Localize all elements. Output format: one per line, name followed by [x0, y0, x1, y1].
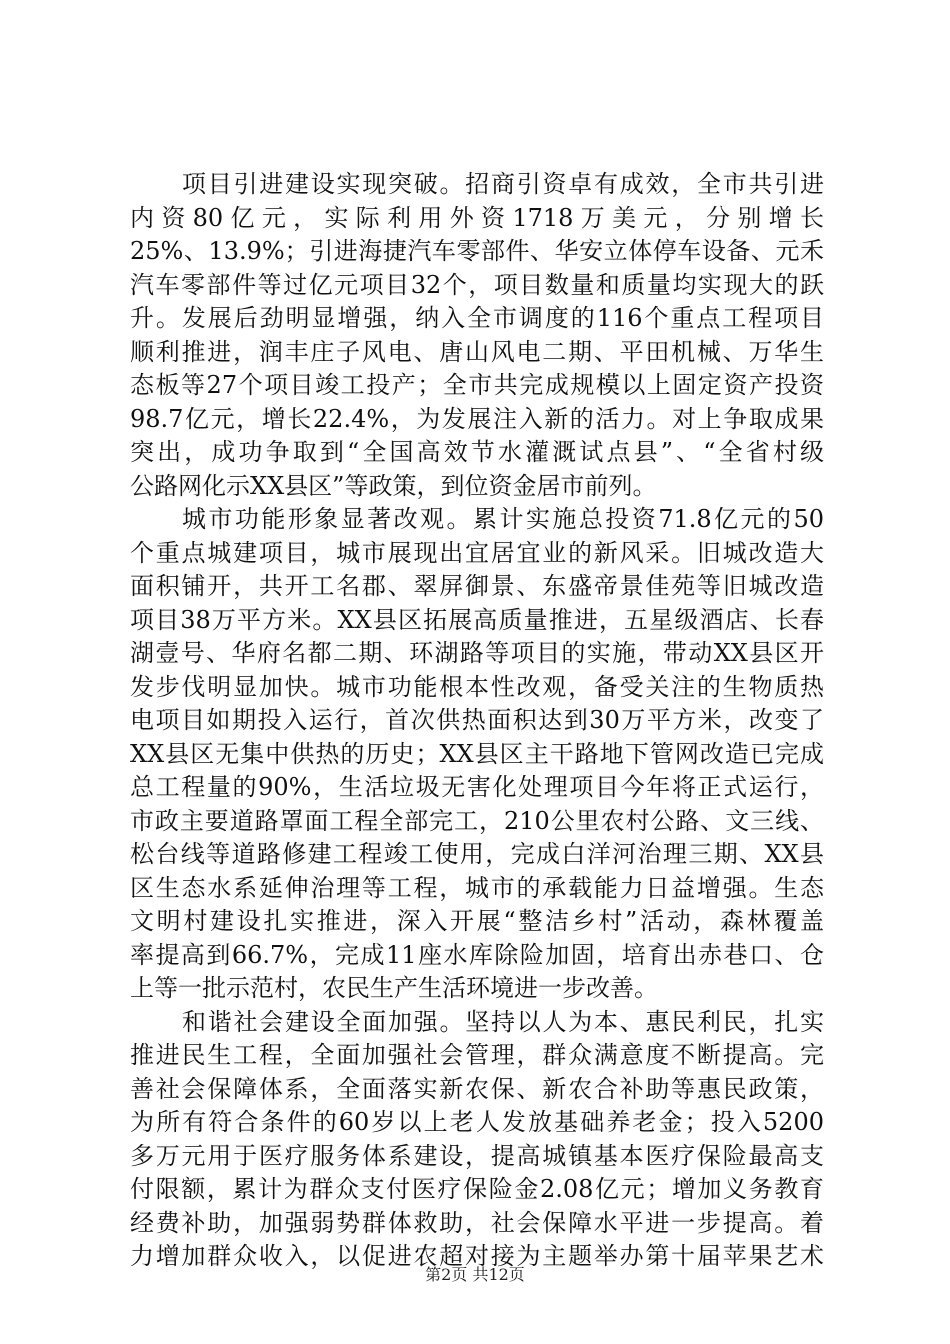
text-line: 城市功能形象显著改观。累计实施总投资71.8亿元的50	[182, 505, 824, 533]
text-line: XX县区无集中供热的历史；XX县区主干路地下管网改造已完成	[130, 739, 824, 768]
text-line: 汽车零部件等过亿元项目32个，项目数量和质量均实现大的跃	[130, 270, 824, 299]
text-line: 98.7亿元，增长22.4%，为发展注入新的活力。对上争取成果	[130, 404, 824, 433]
text-line: 项目引进建设实现突破。招商引资卓有成效，全市共引进	[182, 170, 824, 198]
text-line: 公路网化示XX县区”等政策，到位资金居市前列。	[130, 471, 657, 500]
body-text	[130, 168, 824, 1274]
text-line: 力增加群众收入，以促进农超对接为主题举办第十届苹果艺术	[130, 1242, 824, 1270]
text-line: 25%、13.9%；引进海捷汽车零部件、华安立体停车设备、元禾	[130, 237, 824, 265]
text-line: 面积铺开，共开工名郡、翠屏御景、东盛帝景佳苑等旧城改造	[130, 572, 824, 600]
text-line: 个重点城建项目，城市展现出宜居宜业的新风采。旧城改造大	[130, 538, 824, 567]
text-line: 付限额，累计为群众支付医疗保险金2.08亿元；增加义务教育	[130, 1175, 824, 1203]
text-line: 多万元用于医疗服务体系建设，提高城镇基本医疗保险最高支	[130, 1141, 824, 1170]
text-line: 顺利推进，润丰庄子风电、唐山风电二期、平田机械、万华生	[130, 337, 824, 366]
text-line: 电项目如期投入运行，首次供热面积达到30万平方米，改变了	[130, 706, 824, 734]
text-line: 为所有符合条件的60岁以上老人发放基础养老金；投入5200	[130, 1108, 824, 1136]
text-line: 经费补助，加强弱势群体救助，社会保障水平进一步提高。着	[130, 1208, 824, 1237]
page-footer: 第2页 共12页	[425, 1265, 525, 1284]
text-line: 项目38万平方米。XX县区拓展高质量推进，五星级酒店、长春	[130, 605, 824, 634]
text-line: 态板等27个项目竣工投产；全市共完成规模以上固定资产投资	[130, 371, 824, 399]
text-line: 上等一批示范村，农民生产生活环境进一步改善。	[130, 974, 658, 1002]
text-line: 推进民生工程，全面加强社会管理，群众满意度不断提高。完	[130, 1041, 824, 1069]
text-line: 松台线等道路修建工程竣工使用，完成白洋河治理三期、XX县	[130, 840, 824, 868]
text-line: 升。发展后劲明显增强，纳入全市调度的116个重点工程项目	[130, 304, 824, 332]
text-line: 湖壹号、华府名都二期、环湖路等项目的实施，带动XX县区开	[130, 639, 824, 667]
text-line: 善社会保障体系，全面落实新农保、新农合补助等惠民政策，	[130, 1074, 824, 1103]
text-line: 文明村建设扎实推进，深入开展“整洁乡村”活动，森林覆盖	[130, 907, 824, 935]
text-line: 总工程量的90%，生活垃圾无害化处理项目今年将正式运行，	[130, 773, 824, 801]
text-line: 率提高到66.7%，完成11座水库除险加固，培育出赤巷口、仓	[130, 940, 824, 969]
text-line: 和谐社会建设全面加强。坚持以人为本、惠民利民，扎实	[182, 1007, 824, 1036]
text-line: 区生态水系延伸治理等工程，城市的承载能力日益增强。生态	[130, 873, 824, 902]
text-line: 发步伐明显加快。城市功能根本性改观，备受关注的生物质热	[130, 672, 824, 701]
text-line: 市政主要道路罩面工程全部完工，210公里农村公路、文三线、	[130, 806, 824, 835]
text-line: 内资80亿元，实际利用外资1718万美元，分别增长	[130, 203, 824, 232]
text-line: 突出，成功争取到“全国高效节水灌溉试点县”、“全省村级	[130, 438, 824, 466]
